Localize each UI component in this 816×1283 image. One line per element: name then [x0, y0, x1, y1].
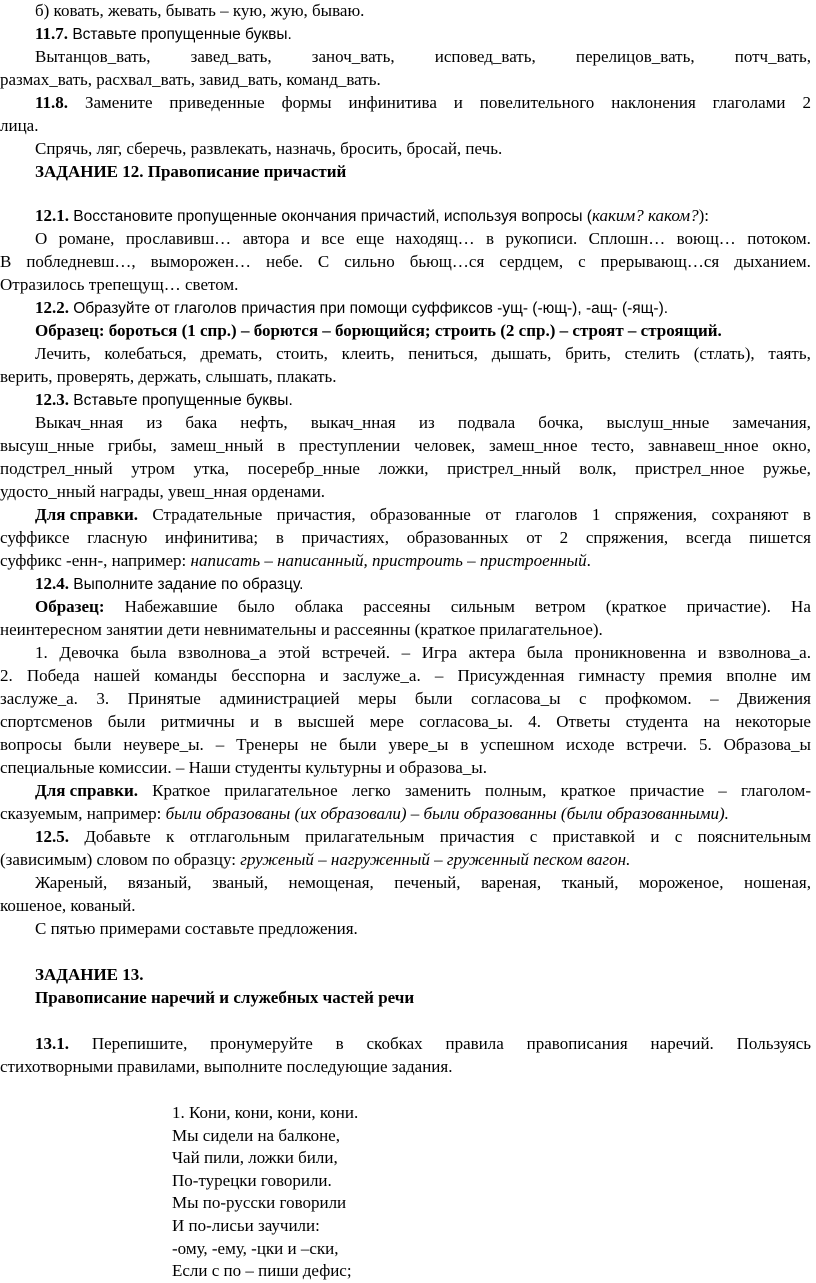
text-line [0, 734, 811, 757]
word: в [275, 528, 284, 547]
word: потоком. [747, 229, 811, 248]
word: романе, [58, 229, 115, 248]
poem-line: -ому, -ему, -цки и –ски, [172, 1238, 339, 1258]
word: нашей [93, 666, 141, 685]
word: бака [185, 413, 218, 432]
word: неувере_ы. [123, 735, 204, 754]
word: Жареный, [35, 873, 108, 892]
lead-label: 11.8. [35, 93, 69, 112]
word: бьющ…ся [409, 252, 485, 271]
word: О [35, 229, 48, 248]
word: повелительного [479, 93, 595, 112]
text-line [0, 435, 811, 458]
word: преступлении [299, 436, 401, 455]
text-line [35, 642, 811, 665]
section-subheading: Правописание наречий и служебных частей речи [35, 988, 415, 1007]
word: званый, [212, 873, 268, 892]
word: от [485, 505, 501, 524]
word: согласова_ы [471, 689, 561, 708]
example-line [35, 596, 811, 619]
word: приставкой [552, 827, 636, 846]
word: вязаный, [127, 873, 192, 892]
word: Ответы [556, 712, 611, 731]
word: профкомом. [605, 689, 692, 708]
word: небе. [266, 252, 303, 271]
text-line: Спрячь, ляг, сберечь, развлекать, назначь, бросить, бросай, печь. [35, 139, 503, 158]
word: В [0, 252, 12, 271]
word: вполне [726, 666, 777, 685]
word: выслуш_нные [606, 413, 710, 432]
text-line [35, 228, 811, 251]
word: встречи. [626, 735, 688, 754]
word: стелить [624, 344, 680, 363]
word: в [277, 436, 286, 455]
reference-note [35, 780, 811, 803]
word: Пользуясь [736, 1034, 811, 1053]
word: отглагольным [189, 827, 290, 846]
word: пениться, [408, 344, 478, 363]
word: пишется [749, 528, 811, 547]
word: в [802, 505, 811, 524]
word: Вытанцов_вать, [35, 47, 151, 66]
text-line: неинтересном занятии дети невнимательны и рассеянны (краткое прилагательное). [0, 620, 603, 639]
word: 1. [35, 643, 48, 662]
word: образованных [406, 528, 509, 547]
word: высуш_нные [0, 436, 95, 455]
word: сильно [344, 252, 395, 271]
text-line [0, 251, 811, 274]
lead-label: Для справки. [35, 505, 138, 524]
word: заслуже_а. [0, 689, 78, 708]
word: Тренеры [236, 735, 299, 754]
word: Образова_ы [723, 735, 811, 754]
word: замечания, [732, 413, 811, 432]
word: бочка, [538, 413, 584, 432]
word: наречий. [650, 1034, 714, 1053]
word: колебаться, [104, 344, 187, 363]
word: была [130, 643, 167, 662]
lead-label: Образец: [35, 597, 105, 616]
text-line [0, 527, 811, 550]
word: ветром [535, 597, 586, 616]
word: рассеяны [363, 597, 431, 616]
word: Игра [421, 643, 458, 662]
word: тесто, [591, 436, 635, 455]
poem-line: Мы сидели на балконе, [172, 1125, 340, 1145]
word: и [249, 712, 260, 731]
text-line [35, 872, 811, 895]
word: на [703, 712, 721, 731]
word: 2 [559, 528, 569, 547]
word: С [317, 252, 330, 271]
exercise-13-1 [35, 1033, 811, 1056]
word: в [274, 712, 283, 731]
word: таять, [768, 344, 811, 363]
poem-line: И по-лисьи заучили: [172, 1215, 320, 1235]
text-line [0, 688, 811, 711]
word: находящ… [395, 229, 475, 248]
word: гимнасту [578, 666, 646, 685]
word: дремать, [200, 344, 263, 363]
word: 1 [591, 505, 601, 524]
word: легко [351, 781, 391, 800]
word: скобках [366, 1034, 423, 1053]
word: еще [355, 229, 385, 248]
word: причастие [629, 781, 705, 800]
text-line: размах_вать, расхвал_вать, завид_вать, команд_вать. [0, 70, 381, 89]
word: увере_ы [388, 735, 449, 754]
word: Присужденная [457, 666, 565, 685]
word: Страдательные [152, 505, 263, 524]
word: с [529, 827, 538, 846]
word: Краткое [152, 781, 211, 800]
word: окно, [772, 436, 811, 455]
word: приведенные [169, 93, 265, 112]
text-line: специальные комиссии. – Наши студенты культурны и образова_ы. [0, 758, 487, 777]
word: 3. [96, 689, 110, 708]
poem-line: По-турецки говорили. [172, 1170, 332, 1190]
word: согласова_ы. [419, 712, 513, 731]
word: сильным [450, 597, 515, 616]
word: ношеная, [744, 873, 811, 892]
text-line: б) ковать, жевать, бывать – кую, жую, бываю. [35, 1, 365, 20]
word: команды [154, 666, 218, 685]
word: Выкач_нная [35, 413, 124, 432]
word: – [710, 689, 719, 708]
word: 2. [0, 666, 13, 685]
word: Девочка [59, 643, 119, 662]
word: клеить, [341, 344, 395, 363]
word: облака [294, 597, 344, 616]
word: сердцем, [499, 252, 564, 271]
word: Победа [26, 666, 80, 685]
word: подстрел_нный [0, 459, 113, 478]
word: причастие). [686, 597, 771, 616]
lead-label: 12.5. [35, 827, 69, 846]
text-line [0, 458, 811, 481]
word: прилагательное [224, 781, 338, 800]
word: и [453, 93, 463, 112]
exercise-12-3: 12.3. Вставьте пропущенные буквы. [35, 390, 293, 409]
word: стоить, [276, 344, 328, 363]
word: немощеная, [288, 873, 374, 892]
word: Добавьте [84, 827, 151, 846]
text-line: кошеное, кованый. [0, 896, 136, 915]
word: исповед_вать, [434, 47, 536, 66]
word: пристрел_нный [447, 459, 561, 478]
word: меры [358, 689, 397, 708]
word: – [434, 666, 444, 685]
word: заслуже_а. [342, 666, 421, 685]
word: Лечить, [35, 344, 91, 363]
word: глаголов [515, 505, 578, 524]
lead-label: Для справки. [35, 781, 138, 800]
word: пронумеруйте [210, 1034, 313, 1053]
text-line [35, 343, 811, 366]
word: вопросы [0, 735, 62, 754]
word: с [674, 827, 683, 846]
word: и [697, 643, 707, 662]
word: дыханием. [734, 252, 811, 271]
word: брить, [565, 344, 611, 363]
word: образованные [370, 505, 471, 524]
poem [172, 1102, 358, 1283]
word: высшей [297, 712, 355, 731]
word: На [791, 597, 811, 616]
word: не [310, 735, 328, 754]
text-line: (зависимым) словом по образцу: груженый – нагруженный – груженный песком вагон. [0, 850, 631, 869]
word: пристрел_нное [635, 459, 745, 478]
word: тканый, [561, 873, 619, 892]
word: нефть, [240, 413, 288, 432]
word: мере [369, 712, 404, 731]
word: было [237, 597, 275, 616]
word: побледневш…, [26, 252, 136, 271]
word: – [215, 735, 225, 754]
word: некоторые [735, 712, 811, 731]
word: Набежавшие [124, 597, 218, 616]
word: наклонения [611, 93, 696, 112]
word: встречей. [321, 643, 391, 662]
word: Движения [737, 689, 811, 708]
word: (краткое [605, 597, 667, 616]
word: суффиксе [0, 528, 70, 547]
text-line: суффикс -енн-, например: написать – написанный, пристроить – пристроенный. [0, 551, 591, 570]
word: спряжения, [614, 505, 698, 524]
word: исходе [566, 735, 615, 754]
word: Принятые [127, 689, 201, 708]
word: сохраняют [711, 505, 789, 524]
text-line [0, 665, 811, 688]
word: с [578, 689, 587, 708]
lead-label: 13.1. [35, 1034, 69, 1053]
word: успешном [480, 735, 555, 754]
word: ружье, [763, 459, 811, 478]
exercise-12-5 [35, 826, 811, 849]
exercise-12-1: 12.1. Восстановите пропущенные окончания причастий, используя вопросы (каким? каком?): [35, 206, 709, 225]
word: были [107, 712, 146, 731]
word: 5. [698, 735, 712, 754]
poem-line: Чай пили, ложки били, [172, 1148, 338, 1168]
text-line [35, 46, 811, 69]
exercise-11-7: 11.7. Вставьте пропущенные буквы. [35, 24, 292, 43]
word: администрацией [219, 689, 340, 708]
reference-note [35, 504, 811, 527]
example-line: Образец: бороться (1 спр.) – борются – борющийся; строить (2 спр.) – строят – строящий. [35, 321, 722, 340]
word: инфинитива; [164, 528, 259, 547]
word: была [526, 643, 563, 662]
word: пояснительным [697, 827, 811, 846]
word: человек, [414, 436, 476, 455]
word: были [73, 735, 112, 754]
word: взволнова_а [178, 643, 267, 662]
word: в [486, 229, 495, 248]
word: всегда [685, 528, 732, 547]
word: и [319, 666, 329, 685]
word: актера [468, 643, 516, 662]
word: утка, [193, 459, 230, 478]
word: взволнова_а. [718, 643, 811, 662]
word: выкач_нная [310, 413, 396, 432]
word: заменить [404, 781, 471, 800]
word: премия [659, 666, 713, 685]
text-line [0, 711, 811, 734]
word: в [460, 735, 469, 754]
text-line [35, 412, 811, 435]
word: печеный, [394, 873, 461, 892]
word: подвала [457, 413, 516, 432]
poem-line: 1. Кони, кони, кони, кони. [172, 1103, 359, 1122]
word: выморожен… [150, 252, 252, 271]
word: студента [625, 712, 689, 731]
text-line: сказуемым, например: были образованы (их образовали) – были образованны (были образованными). [0, 804, 729, 823]
word: вареная, [480, 873, 542, 892]
word: Перепишите, [91, 1034, 188, 1053]
word: рукописи. [505, 229, 578, 248]
word: инфинитива [348, 93, 437, 112]
word: 4. [528, 712, 541, 731]
word: из [418, 413, 435, 432]
text-line: удосто_нный награды, увеш_нная орденами. [0, 482, 326, 501]
word: ритмичны [160, 712, 235, 731]
word: грибы, [107, 436, 157, 455]
word: посеребр_нные [247, 459, 360, 478]
word: ложки, [378, 459, 429, 478]
word: дышать, [491, 344, 552, 363]
word: от [526, 528, 542, 547]
exercise-11-8 [35, 92, 811, 115]
word: из [146, 413, 163, 432]
word: с [578, 252, 586, 271]
exercise-12-2: 12.2. Образуйте от глаголов причастия при помощи суффиксов -ущ- (-ющ-), -ащ- (-ящ-). [35, 298, 669, 317]
text-line: верить, проверять, держать, слышать, плакать. [0, 367, 337, 386]
word: заноч_вать, [311, 47, 395, 66]
word: 2 [802, 93, 811, 112]
word: им [790, 666, 811, 685]
word: причастия [439, 827, 515, 846]
word: спортсменов [0, 712, 93, 731]
word: волк, [579, 459, 617, 478]
word: – [401, 643, 411, 662]
text-line: Отразилось трепещущ… светом. [0, 275, 239, 294]
word: прославивш… [125, 229, 232, 248]
word: в [335, 1034, 344, 1053]
poem-line: Если с по – пиши дефис; [172, 1261, 352, 1281]
word: завед_вать, [190, 47, 272, 66]
word: полным, [485, 781, 547, 800]
word: и [300, 229, 310, 248]
word: были [338, 735, 377, 754]
word: и [650, 827, 660, 846]
word: замеш_нный [170, 436, 264, 455]
word: формы [281, 93, 332, 112]
poem-line: Мы по-русски говорили [172, 1193, 347, 1213]
word: (стлать), [693, 344, 755, 363]
word: гласную [87, 528, 148, 547]
word: воющ… [676, 229, 736, 248]
word: – [718, 781, 727, 800]
word: глаголом- [740, 781, 811, 800]
word: Замените [84, 93, 153, 112]
word: были [414, 689, 453, 708]
word: бесспорна [231, 666, 306, 685]
text-line: С пятью примерами составьте предложения. [35, 919, 358, 938]
word: проникновенна [574, 643, 686, 662]
word: этой [278, 643, 311, 662]
word: правописания [526, 1034, 628, 1053]
exercise-12-4: 12.4. Выполните задание по образцу. [35, 574, 304, 593]
word: краткое [560, 781, 616, 800]
word: утром [131, 459, 175, 478]
word: спряжения, [585, 528, 669, 547]
word: потч_вать, [734, 47, 811, 66]
word: глаголами [712, 93, 786, 112]
word: правила [445, 1034, 504, 1053]
word: перелицов_вать, [575, 47, 695, 66]
word: все [321, 229, 345, 248]
word: причастия, [276, 505, 356, 524]
word: мороженое, [638, 873, 724, 892]
text-line: лица. [0, 116, 39, 135]
section-heading: ЗАДАНИЕ 13. [35, 965, 144, 984]
word: прерывающ…ся [600, 252, 720, 271]
word: причастиях, [301, 528, 389, 547]
word: прилагательным [305, 827, 425, 846]
word: завнавеш_нное [648, 436, 759, 455]
text-line: стихотворными правилами, выполните последующие задания. [0, 1057, 453, 1076]
word: к [166, 827, 175, 846]
word: замеш_нное [488, 436, 578, 455]
word: автора [242, 229, 290, 248]
section-heading: ЗАДАНИЕ 12. Правописание причастий [35, 162, 347, 181]
word: Сплошн… [588, 229, 666, 248]
